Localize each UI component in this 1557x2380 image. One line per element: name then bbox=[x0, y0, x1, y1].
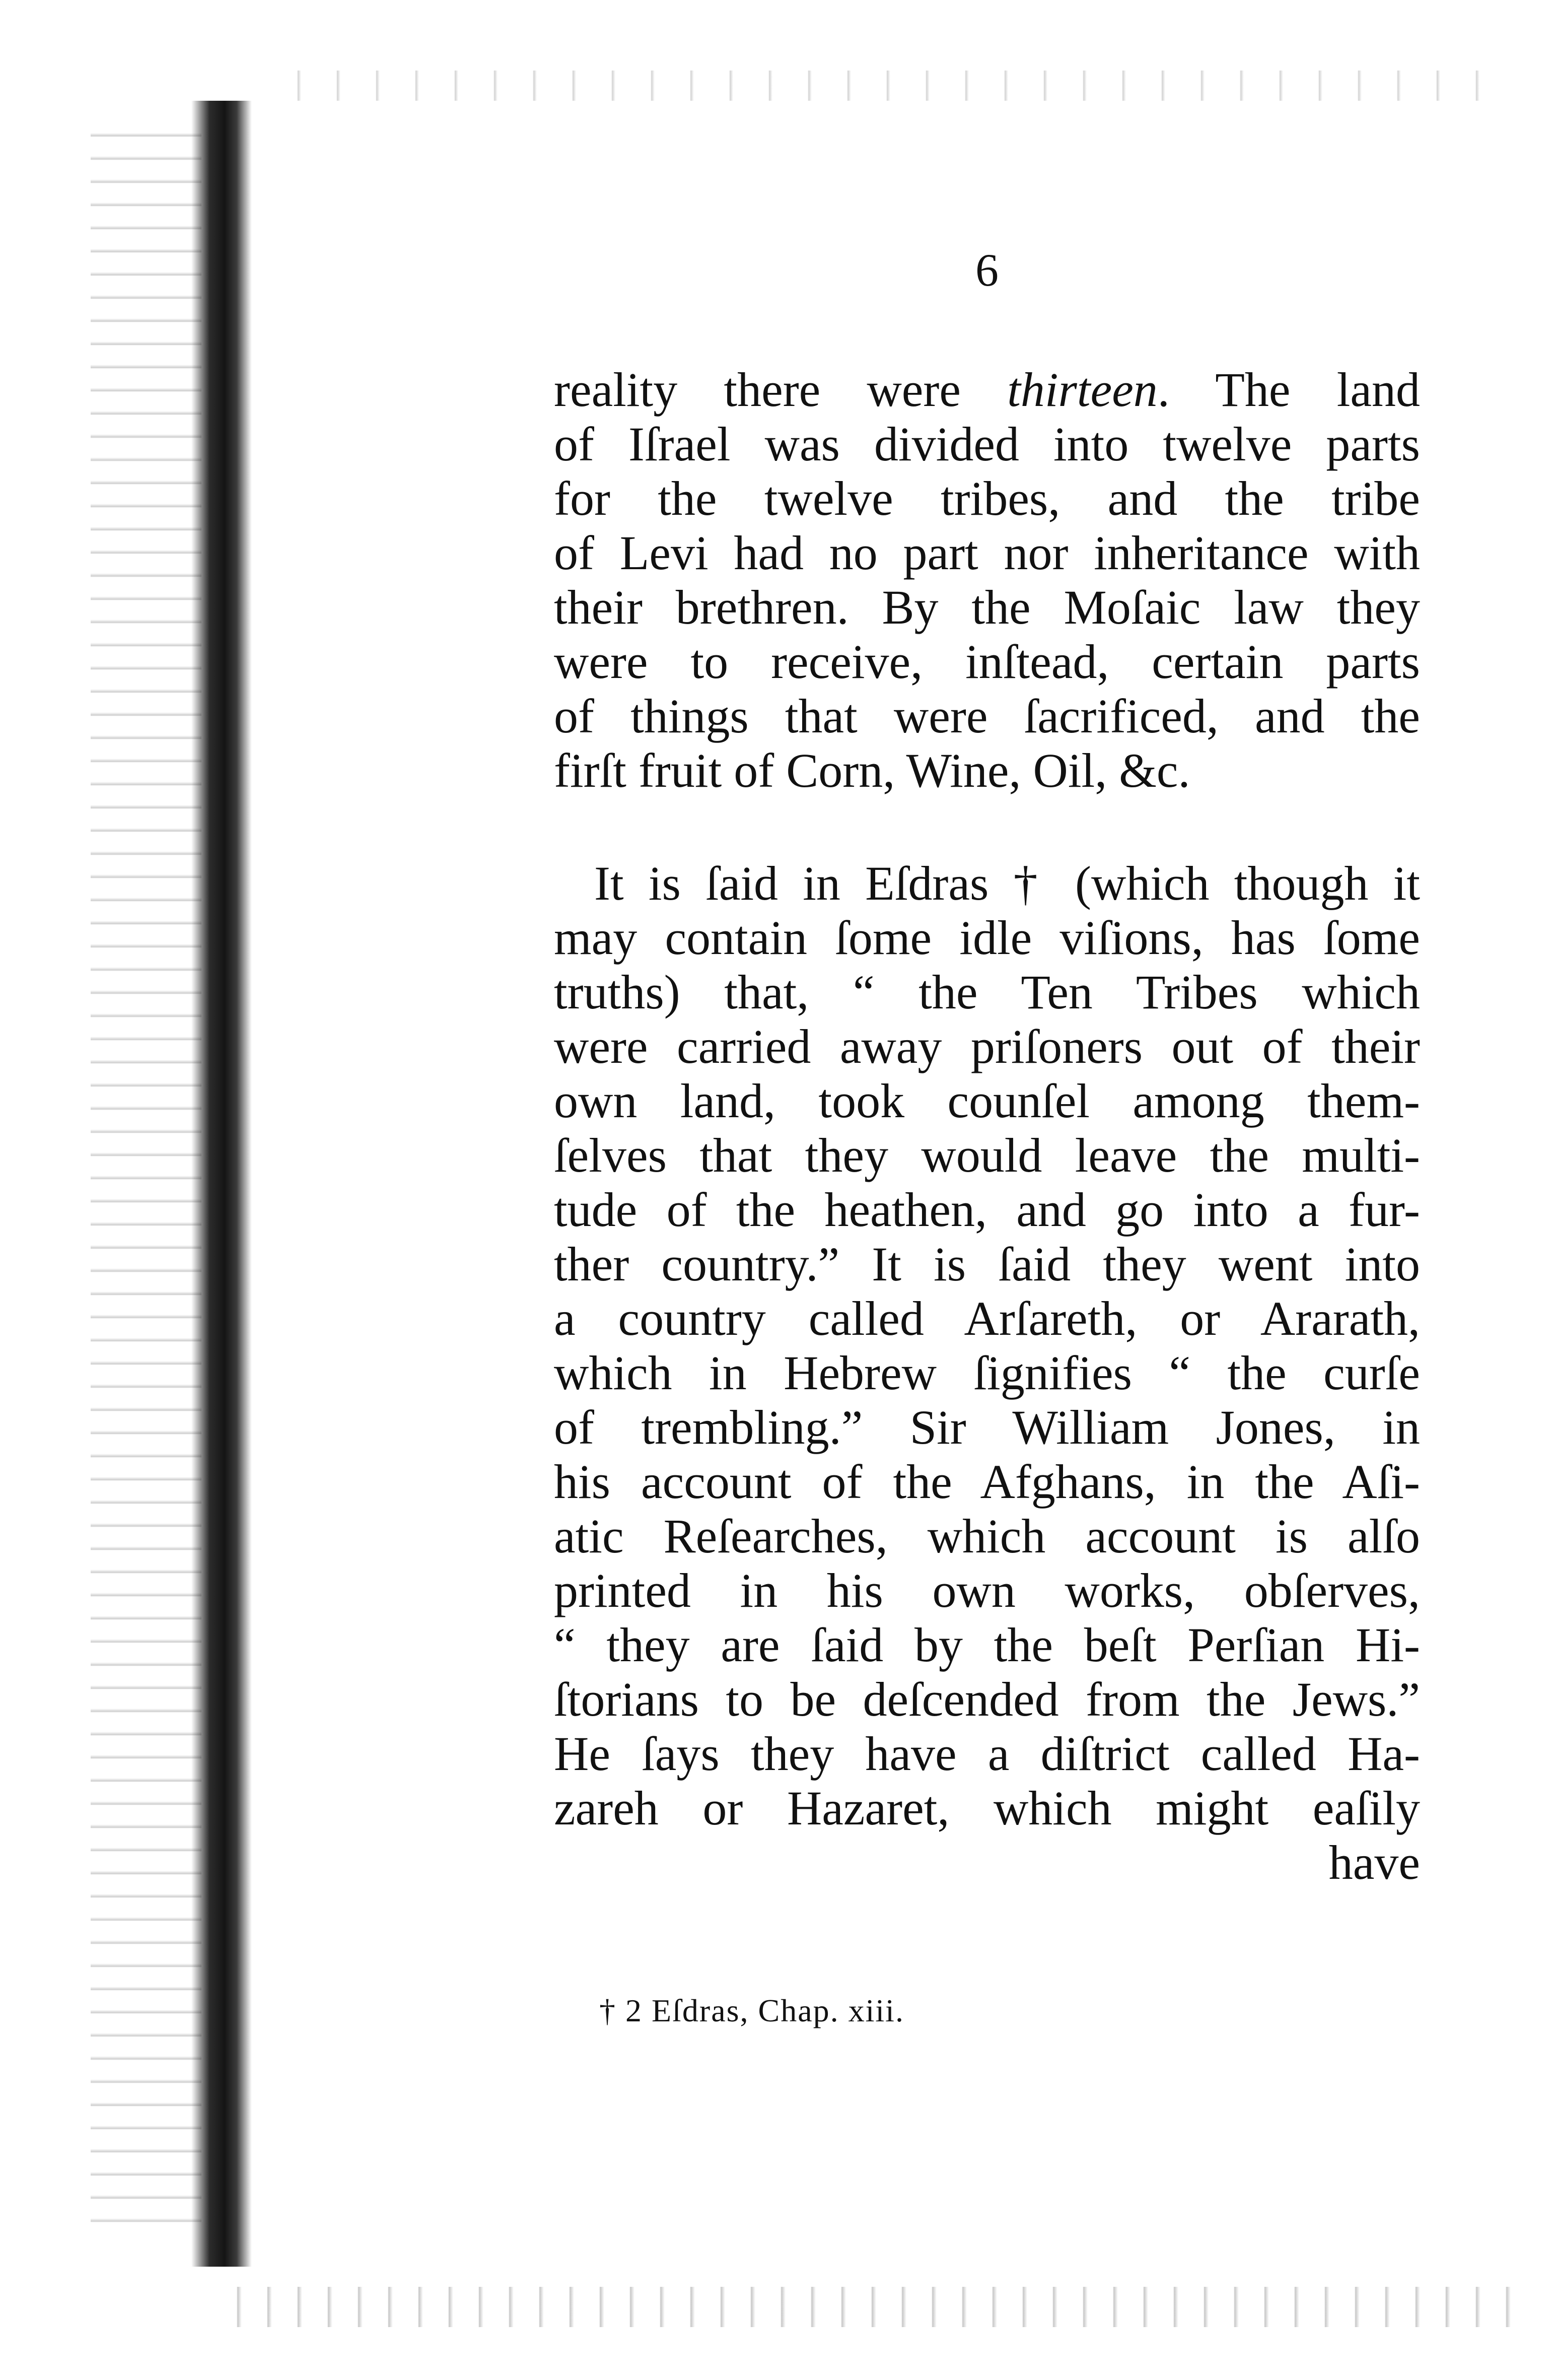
text-line: for the twelve tribes, and the tribe bbox=[554, 471, 1420, 525]
scan-noise-bottom bbox=[211, 2287, 1521, 2327]
text-line: their brethren. By the Moſaic law they bbox=[554, 580, 1420, 634]
text-line: may contain ſome idle viſions, has ſome bbox=[554, 911, 1420, 965]
text-line bbox=[554, 363, 1420, 417]
text-line: ſtorians to be deſcended from the Jews.” bbox=[554, 1672, 1420, 1726]
text-line: tude of the heathen, and go into a fur- bbox=[554, 1183, 1420, 1237]
binding-shadow bbox=[91, 126, 201, 2241]
text-line: of trembling.” Sir William Jones, in bbox=[554, 1400, 1420, 1454]
text-line: “ they are ſaid by the beſt Perſian Hi- bbox=[554, 1618, 1420, 1672]
text-line: own land, took counſel among them- bbox=[554, 1074, 1420, 1128]
page-number: 6 bbox=[975, 244, 999, 296]
text-line: truths) that, “ the Ten Tribes which bbox=[554, 965, 1420, 1019]
text-line: It is ſaid in Eſdras † (which though it bbox=[594, 856, 1420, 910]
text-line: of Levi had no part nor inheritance with bbox=[554, 526, 1420, 580]
text-line: of Iſrael was divided into twelve parts bbox=[554, 417, 1420, 471]
text-line: ther country.” It is ſaid they went into bbox=[554, 1237, 1420, 1291]
text-segment: . The land bbox=[1157, 363, 1421, 417]
italic-word: thirteen bbox=[1007, 363, 1158, 417]
paragraph-2 bbox=[554, 856, 1420, 1890]
text-segment: reality there were bbox=[554, 363, 1008, 417]
text-line: a country called Arſareth, or Ararath, bbox=[554, 1291, 1420, 1345]
text-line: atic Reſearches, which account is alſo bbox=[554, 1509, 1420, 1563]
footnote: † 2 Eſdras, Chap. xiii. bbox=[599, 1993, 904, 2028]
text-line: were to receive, inſtead, certain parts bbox=[554, 635, 1420, 689]
binding-edge bbox=[191, 101, 252, 2267]
text-line: zareh or Hazaret, which might eaſily bbox=[554, 1781, 1420, 1835]
text-line: of things that were ſacrificed, and the bbox=[554, 689, 1420, 743]
paragraph-1 bbox=[554, 363, 1420, 798]
text-line: which in Hebrew ſignifies “ the curſe bbox=[554, 1346, 1420, 1400]
scan-noise-top bbox=[262, 71, 1496, 101]
text-line: He ſays they have a diſtrict called Ha- bbox=[554, 1727, 1420, 1781]
text-line: his account of the Afghans, in the Aſi- bbox=[554, 1455, 1420, 1509]
text-line: were carried away priſoners out of their bbox=[554, 1019, 1420, 1073]
text-line: firſt fruit of Corn, Wine, Oil, &c. bbox=[554, 743, 1190, 797]
text-line: ſelves that they would leave the multi- bbox=[554, 1128, 1420, 1182]
text-line: printed in his own works, obſerves, bbox=[554, 1563, 1420, 1617]
catchword: have bbox=[1328, 1835, 1420, 1889]
